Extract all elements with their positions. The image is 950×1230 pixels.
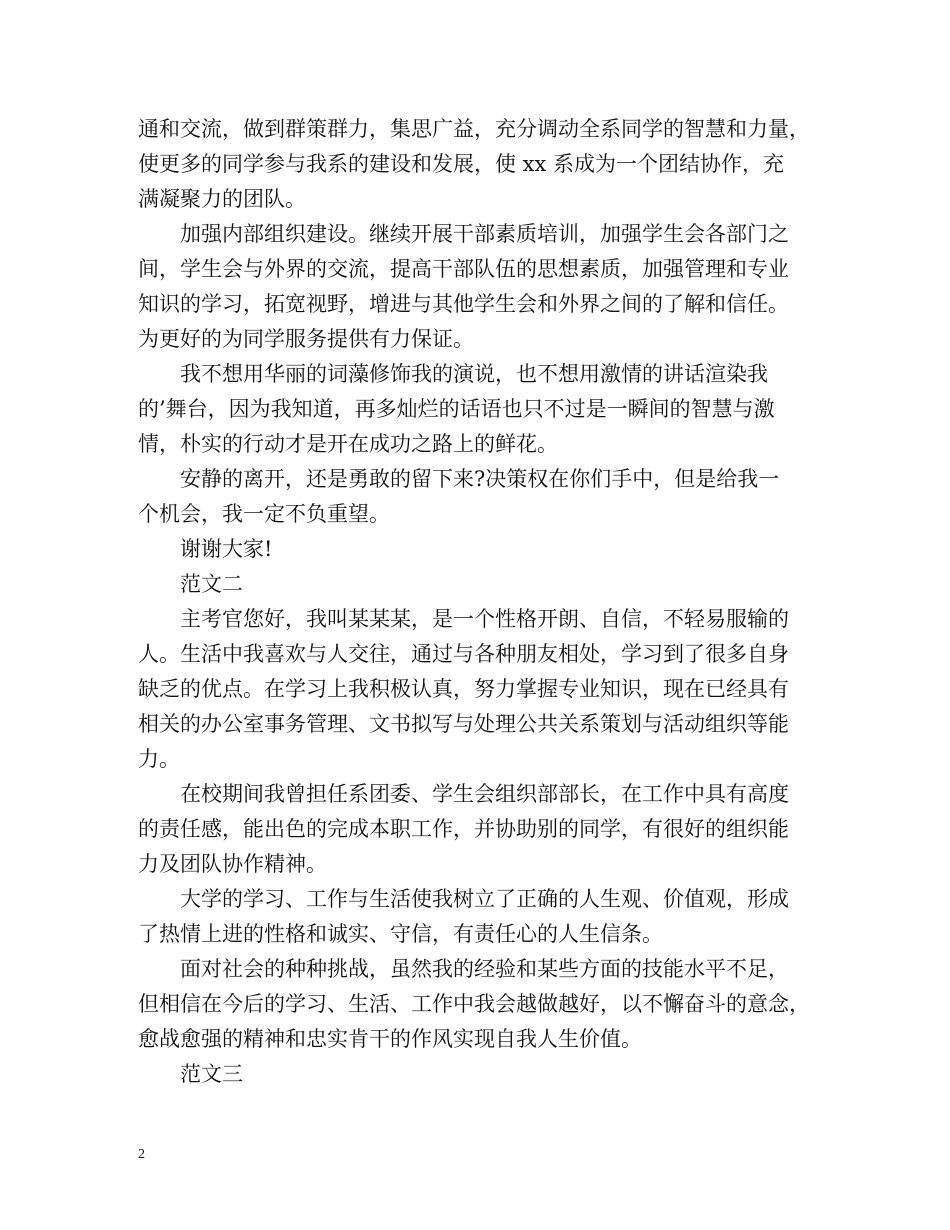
- paragraph-7: 大学的学习、工作与生活使我树立了正确的人生观、价值观，形成 了热情上进的性格和诚实、守信，有责任心的人生信条。: [138, 887, 789, 946]
- paragraph-2: 加强内部组织建设。继续开展干部素质培训，加强学生会各部门之 间，学生会与外界的交流，提高干部队伍的思想素质，加强管理和专业 知识的学习，拓宽视野，增进与其他学生会和外界之间的了解和信任。 为更好的为同学服务提供有力保证。: [138, 222, 789, 351]
- paragraph-3: 我不想用华丽的词藻修饰我的演说，也不想用激情的讲话渲染我 的’舞台，因为我知道，再多灿烂的话语也只不过是一瞬间的智慧与激 情，朴实的行动才是开在成功之路上的鲜花。: [138, 362, 775, 456]
- paragraph-6: 在校期间我曾担任系团委、学生会组织部部长，在工作中具有高度 的责任感，能出色的完成本职工作，并协助别的同学，有很好的组织能 力及团队协作精神。: [138, 782, 789, 876]
- section-heading-sample-3: 范文三: [138, 1062, 243, 1086]
- paragraph-4: 安静的离开，还是勇敢的留下来?决策权在你们手中，但是给我一 个机会，我一定不负重望。: [138, 467, 780, 526]
- section-heading-sample-2: 范文二: [138, 572, 243, 596]
- page-number: 2: [138, 1147, 145, 1162]
- paragraph-thanks: 谢谢大家!: [138, 537, 273, 561]
- paragraph-1: 通和交流，做到群策群力，集思广益，充分调动全系同学的智慧和力量， 使更多的同学参与我系的建设和发展，使 xx 系成为一个团结协作，充 满凝聚力的团队。: [138, 117, 810, 211]
- document-body: [138, 112, 828, 1092]
- paragraph-8: 面对社会的种种挑战，虽然我的经验和某些方面的技能水平不足， 但相信在今后的学习、生活、工作中我会越做越好，以不懈奋斗的意念， 愈战愈强的精神和忠实肯干的作风实现自我人生价值。: [138, 957, 810, 1051]
- paragraph-5: 主考官您好，我叫某某某，是一个性格开朗、自信，不轻易服输的 人。生活中我喜欢与人交往，通过与各种朋友相处，学习到了很多自身 缺乏的优点。在学习上我积极认真，努力掌握专业知识，现在已经具有 相关的办公室事务管理、文书拟写与处理公共关系策划与活动组织等能 力。: [138, 607, 789, 771]
